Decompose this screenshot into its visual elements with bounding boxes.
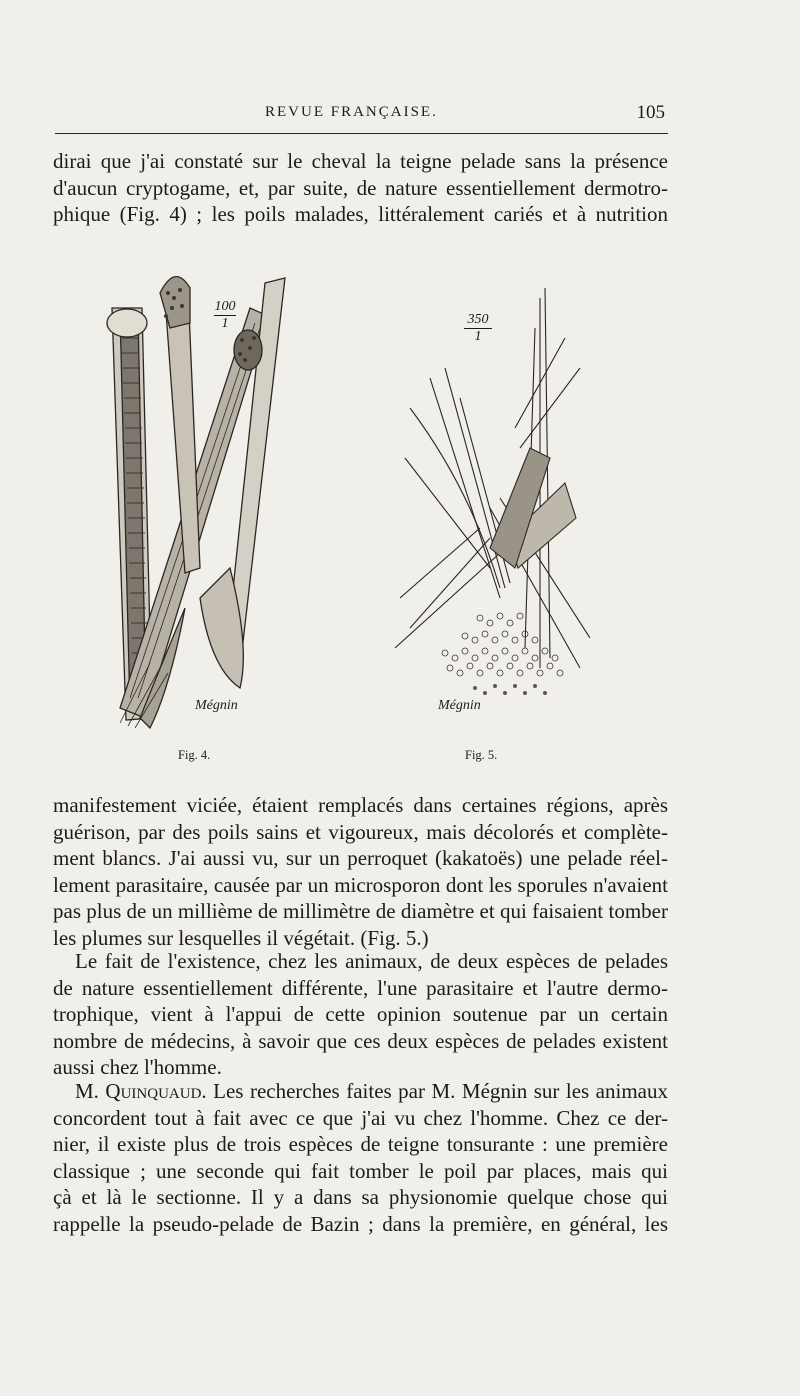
text-line: aussi chez l'homme. [53,1055,222,1080]
text-line [53,1078,668,1105]
body-paragraph-1 [53,792,668,952]
text-line: manifestement viciée, étaient remplacés dans certaines régions, après [53,793,668,817]
figures-plate [90,268,600,762]
top-paragraph [53,148,668,228]
fig5-signature: Mégnin [438,698,481,713]
text-line: ment blancs. J'ai aussi vu, sur un perroquet (kakatoës) une pelade réel- [53,846,668,871]
text-line: phique (Fig. 4) ; les poils malades, littéralement cariés et à nutrition [53,202,668,227]
figure-5 [390,268,600,762]
fig5-caption: Fig. 5. [465,748,498,762]
running-head: REVUE FRANÇAISE. [265,104,438,120]
text-line: concordent tout à fait avec ce que j'ai vu chez l'homme. Chez ce der- [53,1105,668,1130]
fig5-scale-denominator: 1 [474,329,482,344]
text-line: pas plus de un millième de millimètre de diamètre et qui faisaient tomber [53,899,668,924]
fig4-magnification [214,300,236,331]
page-header [55,104,665,130]
fig4-caption: Fig. 4. [178,748,211,762]
fig5-scale-numerator: 350 [464,313,492,329]
fig4-hair-illustration [90,268,310,738]
body-paragraph-3 [53,1078,668,1238]
text-line: trophique, vient à l'appui de cette opinion soutenue par un certain [53,1002,668,1027]
text-line: de nature essentiellement différente, l'une parasitaire et l'autre dermo- [53,975,668,1000]
fig5-feather-illustration [390,268,600,738]
fig4-scale-denominator: 1 [221,316,229,331]
text-line-content: Les recherches faites par M. Mégnin sur les animaux [213,1079,668,1103]
text-line: Le fait de l'existence, chez les animaux, de deux espèces de pelades [75,949,668,973]
text-line: dirai que j'ai constaté sur le cheval la teigne pelade sans la présence [53,149,668,173]
text-line: d'aucun cryptogame, et, par suite, de nature essentiellement dermotro- [53,175,668,200]
text-line: lement parasitaire, causée par un microsporon dont les sporules n'avaient [53,872,668,897]
text-line: classique ; une seconde qui fait tomber le poil par places, mais qui [53,1158,668,1183]
speaker-name: M. Quinquaud. [75,1079,207,1103]
fig4-scale-numerator: 100 [214,299,236,314]
text-line: les plumes sur lesquelles il végétait. (Fig. 5.) [53,925,429,950]
body-paragraph-2 [53,948,668,1081]
page-number: 105 [636,102,665,123]
text-line: çà et là le sectionne. Il y a dans sa physionomie quelque chose qui [53,1185,668,1210]
header-rule [55,133,668,134]
text-line: rappelle la pseudo-pelade de Bazin ; dans la première, en général, les [53,1211,668,1236]
text-line: nombre de médecins, à savoir que ces deux espèces de pelades existent [53,1028,668,1053]
fig5-magnification [464,313,492,344]
figure-4 [90,268,310,762]
text-line: guérison, par des poils sains et vigoureux, mais décolorés et complète- [53,819,668,844]
text-line: nier, il existe plus de trois espèces de teigne tonsurante : une première [53,1132,668,1157]
fig4-signature: Mégnin [195,698,238,713]
